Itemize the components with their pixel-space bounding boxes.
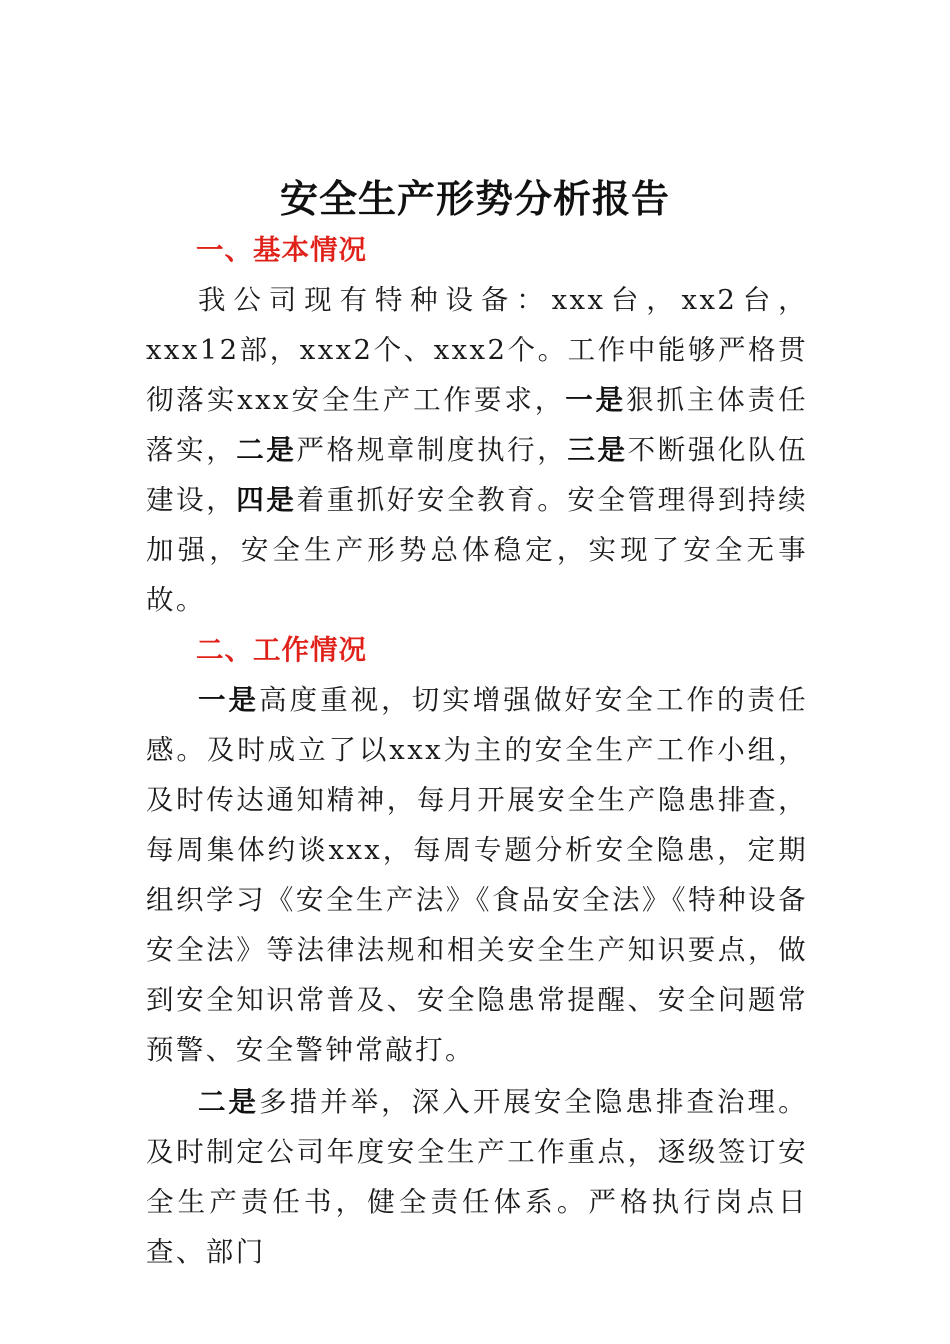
document-body xyxy=(146,225,808,1277)
emphasis-text: 四是 xyxy=(236,484,297,516)
text-run: 我公司现有特种设备：xxx台，xx2台，xxx12部，xxx2个、xxx2个。工作中能够严格贯彻落实xxx安全生产工作要求， xyxy=(146,284,808,416)
text-run: 狠抓主体责任落实， xyxy=(146,384,808,466)
emphasis-text: 三是 xyxy=(567,434,628,466)
section-heading-work-situation: 二、工作情况 xyxy=(196,634,367,666)
paragraph-work-point-2 xyxy=(146,1077,808,1277)
emphasis-text: 二是 xyxy=(236,434,297,466)
text-run: 着重抓好安全教育。安全管理得到持续加强，安全生产形势总体稳定，实现了安全无事故。 xyxy=(146,484,808,616)
document-title: 安全生产形势分析报告 xyxy=(279,177,670,222)
emphasis-text: 二是 xyxy=(198,1086,260,1118)
section-heading-basic-situation: 一、基本情况 xyxy=(196,234,367,266)
paragraph-basic-situation xyxy=(146,275,808,625)
paragraph-work-point-1 xyxy=(146,675,808,1075)
emphasis-text: 一是 xyxy=(565,384,627,416)
emphasis-text: 一是 xyxy=(198,684,260,716)
text-run: 多措并举，深入开展安全隐患排查治理。及时制定公司年度安全生产工作重点，逐级签订安全生产责任书，健全责任体系。严格执行岗点日查、部门 xyxy=(146,1086,808,1268)
text-run: 高度重视，切实增强做好安全工作的责任感。及时成立了以xxx为主的安全生产工作小组，及时传达通知精神，每月开展安全生产隐患排查，每周集体约谈xxx，每周专题分析安全隐患，定期组织学习《安全生产法》《食品安全法》《特种设备安全法》等法律法规和相关安全生产知识要点，做到安全知识常普及、安全隐患常提醒、安全问题常预警、安全警钟常敲打。 xyxy=(146,684,808,1066)
text-run: 严格规章制度执行， xyxy=(296,434,568,466)
text-run: 不断强化队伍建设， xyxy=(146,434,808,516)
